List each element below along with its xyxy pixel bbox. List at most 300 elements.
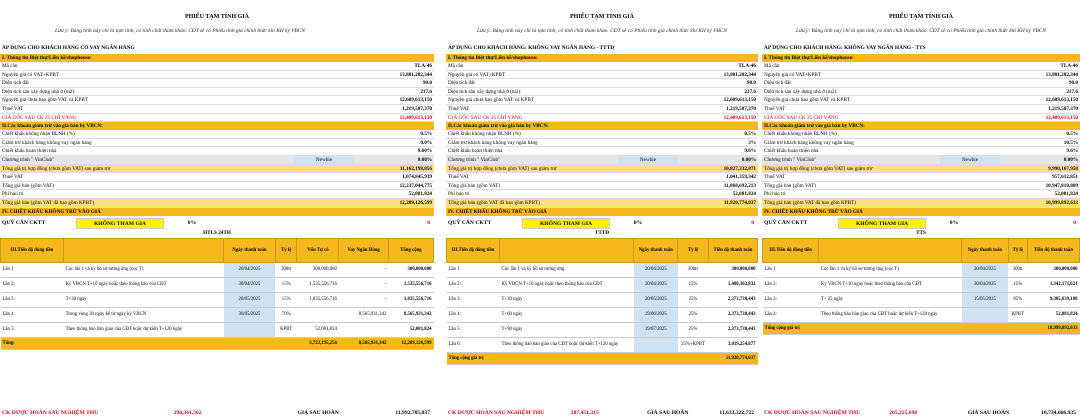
discount-row [762, 139, 1080, 148]
info-value: 13,881,282,344 [1045, 71, 1078, 78]
schedule-row [1, 322, 434, 337]
sheet-bank-loan [0, 0, 434, 420]
discount-label: Chiết khấu không nhận BLNH (%) [2, 131, 75, 138]
discount-label: Chiết khấu hoàn thiện nhà [764, 148, 819, 155]
schedule-cell: Lần 3: [447, 292, 500, 307]
schedule-cell: 2,373,738,443 [708, 307, 757, 322]
schedule-cell: Ký VBCN T+10 ngày hoặc theo thông báo của CĐT [64, 277, 224, 292]
info-label: Diện tích đất [2, 80, 29, 87]
info-value: 90.0 [746, 80, 756, 87]
info-row [762, 105, 1080, 114]
info-row [0, 96, 434, 105]
schedule-total-cell [64, 337, 224, 349]
info-label: Diện tích sàn xây dựng nhà ở (m2): [764, 88, 838, 95]
total-value: 10,827,332,871 [723, 165, 756, 172]
schedule-subtitle: TTTĐ [594, 229, 610, 236]
total-value: 10,947,810,809 [1045, 182, 1078, 189]
discount-row [446, 156, 758, 165]
info-label: Diện tích sàn xây dựng nhà ở (m2): [448, 88, 522, 95]
refund-footer [762, 410, 1080, 416]
info-value: TLA-46 [414, 63, 432, 69]
schedule-cell: 1,835,556,716 [297, 292, 339, 307]
schedule-row [1, 277, 434, 292]
schedule-cell: Lần 4: [1, 307, 64, 322]
ck-cell: QUỸ CĂN CKTT [764, 219, 808, 226]
total-value: 1,074,845,939 [402, 174, 432, 181]
schedule-cell: 300,000,000 [1027, 262, 1079, 277]
schedule-cell: 25%+KPBT [678, 337, 709, 352]
info-label: Nguyên giá chưa bao gồm VAT và KPBT [2, 97, 88, 104]
footer-cell: 296,341,562 [173, 410, 202, 416]
schedule-header: Tỷ lệ [275, 238, 297, 262]
sheet-title: PHIẾU TẠM TÍNH GIÁ [889, 14, 953, 20]
ck-cell: QUỸ CĂN CKTT [448, 219, 492, 226]
total-value: 957,612,851 [1052, 174, 1078, 181]
section-1-heading: I. Thông tin Biệt thự/Liền kề/shophouse: [446, 54, 758, 62]
info-label: Thuế VAT [2, 105, 24, 112]
schedule-cell: T+ 25 ngày [819, 292, 962, 307]
schedule-cell: 20/05/2025 [634, 292, 678, 307]
info-row [0, 79, 434, 88]
info-row [446, 114, 758, 123]
info-row [762, 62, 1080, 71]
schedule-total-cell: Tổng cộng giá trị [763, 322, 819, 334]
vinclub-tier: Newbie [618, 156, 678, 164]
schedule-cell: Lần 4: [763, 307, 819, 322]
schedule-header: Tiền độ thanh toán [1027, 238, 1079, 262]
info-label: Mã căn [2, 63, 18, 69]
schedule-header [64, 238, 224, 262]
schedule-cell: 15% [275, 292, 297, 307]
schedule-total-cell: Tổng cộng giá trị [447, 352, 500, 364]
schedule-cell: 30/04/2025 [962, 277, 1008, 292]
schedule-total-cell: 3,723,195,256 [297, 337, 339, 349]
info-value: 217.6 [420, 88, 432, 95]
section-2-heading: II.Các khoản giảm trừ vào giá bán by VBCN: [762, 122, 1080, 130]
schedule-cell [634, 337, 678, 352]
info-label: Thuế VAT [448, 105, 470, 112]
total-row [446, 190, 758, 199]
schedule-cell: Ký VBCN T+10 ngày hoặc theo thông báo của CĐT [500, 277, 634, 292]
schedule-cell: 19/07/2025 [634, 322, 678, 337]
info-label: Nguyên giá có VAT+KPBT [764, 71, 822, 78]
schedule-cell: 52,081,824 [1027, 307, 1079, 322]
total-value: 11,920,774,037 [723, 199, 756, 206]
schedule-cell: 15% [678, 277, 709, 292]
discount-row [762, 130, 1080, 139]
info-row [446, 71, 758, 80]
footer-cell: 11,992,785,037 [395, 410, 431, 416]
schedule-cell: - [339, 262, 389, 277]
total-row [0, 182, 434, 191]
total-value: 1,041,359,342 [726, 174, 756, 181]
info-row [446, 62, 758, 71]
discount-row [0, 139, 434, 148]
schedule-cell: 20/04/2025 [962, 262, 1008, 277]
schedule-cell: 300,000,000 [297, 262, 339, 277]
info-row [762, 88, 1080, 97]
info-value: 12,409,613,150 [723, 114, 756, 121]
schedule-row [1, 307, 434, 322]
total-label: Thuế VAT [2, 174, 24, 181]
discount-label: Chương trình " VinClub" [764, 156, 817, 163]
info-value: TLA-46 [738, 63, 756, 69]
schedule-cell: 25% [678, 322, 709, 337]
info-row [446, 88, 758, 97]
schedule-row [1, 292, 434, 307]
schedule-total-cell [500, 352, 634, 364]
ck-cell: QUỸ CĂN CKTT [2, 219, 46, 226]
total-row [446, 165, 758, 174]
schedule-total-cell [275, 337, 297, 349]
schedule-total-cell [962, 322, 1008, 334]
total-label: Tổng giá trị hợp đồng (chưa gồm VAT) sau giảm trừ [764, 165, 873, 172]
total-row [762, 165, 1080, 174]
schedule-cell: 15% [275, 277, 297, 292]
discount-label: Giảm trừ khách hàng không vay ngân hàng [2, 139, 92, 146]
total-label: Thuế VAT [764, 174, 786, 181]
total-label: Thuế VAT [448, 174, 470, 181]
discount-row [0, 147, 434, 156]
info-label: Nguyên giá chưa bao gồm VAT và KPBT [448, 97, 534, 104]
schedule-total-row [763, 322, 1080, 334]
discount-value: 9.60% [417, 148, 432, 155]
total-label: Tổng giá bán (gồm VAT) [2, 182, 54, 189]
ck-row [0, 218, 434, 229]
total-row [762, 173, 1080, 182]
schedule-subtitle: TTS [916, 229, 926, 236]
info-label: Nguyên giá có VAT+KPBT [2, 71, 60, 78]
discount-value: 0.5% [1066, 131, 1078, 138]
schedule-cell: 19/06/2025 [634, 307, 678, 322]
schedule-total-cell [678, 352, 709, 364]
schedule-cell: KPBT [275, 322, 297, 337]
footer-cell: GIÁ SAU HOÀN [967, 410, 1010, 416]
info-value: 13,881,282,344 [723, 71, 756, 78]
schedule-row [763, 262, 1080, 277]
total-row [446, 199, 758, 208]
schedule-cell: Trong vòng 30 ngày kể từ ngày ký VBCN [64, 307, 224, 322]
schedule-cell: 20/04/2025 [224, 262, 276, 277]
info-row [762, 114, 1080, 123]
discount-label: Chiết khấu hoàn thiện nhà [448, 148, 503, 155]
schedule-header: Vốn Tự có [297, 238, 339, 262]
schedule-row [763, 277, 1080, 292]
discount-row [762, 156, 1080, 165]
schedule-cell: 300tr [1008, 262, 1027, 277]
discount-row [446, 139, 758, 148]
payment-schedule-table [762, 238, 1080, 335]
discount-label: Giảm trừ khách hàng không vay ngân hàng [448, 139, 538, 146]
schedule-cell [339, 322, 389, 337]
info-value: 90.0 [1068, 80, 1078, 87]
schedule-cell: - [339, 277, 389, 292]
discount-label: Chiết khấu hoàn thiện nhà [2, 148, 57, 155]
schedule-cell: 8,565,931,342 [339, 307, 389, 322]
schedule-cell: 15/05/2025 [962, 292, 1008, 307]
schedule-cell: 52,081,824 [388, 322, 433, 337]
schedule-cell: 9,305,639,188 [1027, 292, 1079, 307]
total-label: Tổng giá trị hợp đồng (chưa gồm VAT) sau giảm trừ [448, 165, 557, 172]
schedule-cell: Lần 2: [447, 277, 500, 292]
discount-value: 9.6% [744, 148, 756, 155]
schedule-total-cell [224, 337, 276, 349]
total-label: Phí bảo trì [448, 191, 470, 198]
schedule-cell: Lần 5: [447, 322, 500, 337]
schedule-cell: 20/04/2025 [634, 262, 678, 277]
discount-row [762, 147, 1080, 156]
schedule-cell: 30/05/2025 [224, 307, 276, 322]
discount-label: Chiết khấu không nhận BLNH (%) [448, 131, 521, 138]
schedule-total-cell: Tổng: [1, 337, 64, 349]
info-row [0, 105, 434, 114]
info-value: 12,409,613,150 [399, 114, 432, 121]
schedule-row [763, 307, 1080, 322]
info-value: 217.6 [1066, 88, 1078, 95]
total-row [446, 173, 758, 182]
schedule-cell: Lần 1 [1, 262, 64, 277]
schedule-header [500, 238, 634, 262]
schedule-cell: 25% [678, 307, 709, 322]
schedule-cell: T+90 ngày [500, 322, 634, 337]
discount-value: 0.00% [741, 156, 756, 163]
schedule-cell: 30/04/2025 [224, 277, 276, 292]
apply-heading: ÁP DỤNG CHO KHÁCH HÀNG: KHÔNG VAY NGÂN HÀNG - TTTĐ [448, 45, 615, 51]
total-value: 52,081,824 [1054, 191, 1078, 198]
footer-cell: GIÁ SAU HOÀN [647, 410, 689, 416]
info-row [0, 71, 434, 80]
schedule-total-cell [634, 352, 678, 364]
schedule-cell: Lần 2: [763, 277, 819, 292]
total-value: 12,289,126,599 [399, 199, 432, 206]
footer-cell: GIÁ SAU HOÀN [297, 410, 339, 416]
info-value: 1,219,587,370 [1048, 105, 1078, 112]
schedule-cell: Theo thông báo bàn giao của CĐT hoặc dự kiến T+120 ngày [500, 337, 634, 352]
schedule-cell: 1,342,171,621 [1027, 277, 1079, 292]
schedule-row [447, 307, 758, 322]
sheet-title: PHIẾU TẠM TÍNH GIÁ [570, 14, 634, 20]
schedule-cell: 3,019,254,877 [708, 337, 757, 352]
total-label: Tổng giá bán (gồm VAT đã bao gồm KPBT) [448, 199, 540, 206]
refund-footer [446, 410, 758, 416]
schedule-cell: Cọc lần 1 và ký hồ sơ tương ứng (cọc T) [819, 262, 962, 277]
schedule-cell: Lần 3: [763, 292, 819, 307]
schedule-row [763, 292, 1080, 307]
section-1-heading: I. Thông tin Biệt thự/Liền kề/shophouse: [762, 54, 1080, 62]
schedule-total-cell: 11,920,774,037 [708, 352, 757, 364]
info-row [0, 114, 434, 123]
ck-cell: 0 [427, 219, 430, 226]
schedule-row [447, 292, 758, 307]
schedule-cell: 52,081,824 [297, 322, 339, 337]
discount-value: 3% [748, 139, 756, 146]
ck-cell: 0 [751, 219, 754, 226]
sheet-no-loan-tts [762, 0, 1080, 420]
section-1-heading: I. Thông tin Biệt thự/Liền kề/shophouse: [0, 54, 434, 62]
schedule-cell: - [339, 292, 389, 307]
total-value: 52,081,824 [732, 191, 756, 198]
total-row [0, 165, 434, 174]
schedule-cell: 25% [678, 292, 709, 307]
info-label: Nguyên giá chưa bao gồm VAT và KPBT [764, 97, 850, 104]
sheet-no-loan-ttt [446, 0, 758, 420]
info-label: Diện tích sàn xây dựng nhà ở (m2): [2, 88, 76, 95]
schedule-cell: Lần 1 [763, 262, 819, 277]
schedule-header: Tổng cộng [388, 238, 433, 262]
schedule-cell: Lần 6: [447, 337, 500, 352]
discount-value: 0.5% [420, 131, 432, 138]
schedule-cell: T+30 ngày [500, 292, 634, 307]
total-row [0, 190, 434, 199]
info-label: GIÁ GỐC SAU CK 25 CHỈ VÀNG [448, 114, 523, 121]
schedule-cell: 300tr [275, 262, 297, 277]
info-label: Mã căn [448, 63, 464, 69]
discount-row [446, 147, 758, 156]
section-2-heading: II.Các khoản giảm trừ vào giá bán by VBCN: [0, 122, 434, 130]
info-label: GIÁ GỐC SAU CK 25 CHỈ VÀNG [2, 114, 77, 121]
schedule-cell: Lần 3: [1, 292, 64, 307]
schedule-cell: 2,373,738,443 [708, 292, 757, 307]
section-4-heading: IV. CHIẾT KHẤU KHÔNG TRỪ VÀO GIÁ [762, 208, 1080, 216]
footer-cell: 10,734,666,935 [1041, 410, 1077, 416]
apply-heading: ÁP DỤNG CHO KHÁCH HÀNG: KHÔNG VAY NGÂN HÀNG - TTS [764, 45, 926, 51]
schedule-header: Vay Ngân Hàng [339, 238, 389, 262]
schedule-total-cell: 8,565,931,342 [339, 337, 389, 349]
total-value: 52,081,824 [408, 191, 432, 198]
schedule-cell: 1,535,556,716 [297, 277, 339, 292]
schedule-total-row [447, 352, 758, 364]
schedule-total-row [1, 337, 434, 349]
schedule-row [447, 322, 758, 337]
schedule-cell: 2,373,738,443 [708, 322, 757, 337]
schedule-total-cell: 12,289,126,599 [388, 337, 433, 349]
schedule-total-cell [1008, 322, 1027, 334]
payment-schedule-table [0, 238, 434, 350]
info-label: GIÁ GỐC SAU CK 25 CHỈ VÀNG [764, 114, 839, 121]
info-row [762, 71, 1080, 80]
schedule-total-cell [819, 322, 962, 334]
info-value: 12,609,613,150 [399, 97, 432, 104]
total-label: Tổng giá bán (gồm VAT) [448, 182, 500, 189]
info-row [0, 62, 434, 71]
total-row [762, 199, 1080, 208]
schedule-header: Ngày thanh toán [962, 238, 1008, 262]
info-value: 90.0 [422, 80, 432, 87]
schedule-cell: 1,835,556,716 [388, 292, 433, 307]
total-label: Phí bảo trì [2, 191, 24, 198]
schedule-cell [962, 307, 1008, 322]
discount-label: Chiết khấu không nhận BLNH (%) [764, 131, 837, 138]
ck-cell: KHÔNG THAM GIA [522, 218, 610, 229]
info-value: 12,609,613,150 [723, 97, 756, 104]
schedule-cell: Lần 4: [447, 307, 500, 322]
discount-value: 0.00% [1063, 156, 1078, 163]
info-value: 1,219,587,370 [402, 105, 432, 112]
ck-cell: 0 [1073, 219, 1076, 226]
schedule-cell [297, 307, 339, 322]
info-label: Thuế VAT [764, 105, 786, 112]
total-value: 11,162,198,856 [399, 165, 432, 172]
info-value: TLA-46 [1060, 63, 1078, 69]
ck-cell: KHÔNG THAM GIA [76, 218, 164, 229]
ck-cell: 0% [187, 219, 197, 226]
total-label: Tổng giá bán (gồm VAT) [764, 182, 816, 189]
ck-cell: 0% [949, 219, 959, 226]
section-2-heading: II.Các khoản giảm trừ vào giá bán by VBCN: [446, 122, 758, 130]
schedule-cell: 1,535,556,716 [388, 277, 433, 292]
vinclub-tier: Newbie [940, 156, 1000, 164]
schedule-cell: Lần 2: [1, 277, 64, 292]
total-label: Tổng giá trị hợp đồng (chưa gồm VAT) sau giảm trừ [2, 165, 111, 172]
discount-value: 0.0% [420, 139, 432, 146]
schedule-header [819, 238, 962, 262]
schedule-cell: Cọc lần 1 và ký hồ sơ tương ứng [500, 262, 634, 277]
schedule-cell: Theo thông báo bàn giao của CĐT hoặc dự kiến T+120 ngày [64, 322, 224, 337]
info-value: 1,219,587,370 [726, 105, 756, 112]
info-row [446, 105, 758, 114]
schedule-cell: 300tr [678, 262, 709, 277]
schedule-row [1, 262, 434, 277]
ck-row [762, 218, 1080, 229]
schedule-row [447, 277, 758, 292]
schedule-header: Tỷ lệ [678, 238, 709, 262]
discount-label: Chương trình " VinClub" [2, 156, 55, 163]
info-row [762, 79, 1080, 88]
schedule-cell: 300,000,000 [388, 262, 433, 277]
ck-cell: 0% [633, 219, 643, 226]
schedule-cell: KPBT [1008, 307, 1027, 322]
schedule-cell: Lần 5: [1, 322, 64, 337]
vinclub-tier: Newbie [294, 156, 354, 164]
ck-cell: KHÔNG THAM GIA [838, 218, 926, 229]
info-label: Nguyên giá có VAT+KPBT [448, 71, 506, 78]
total-row [0, 173, 434, 182]
schedule-cell: 85% [1008, 292, 1027, 307]
info-row [446, 96, 758, 105]
schedule-cell: 1,480,302,832 [708, 277, 757, 292]
info-value: 13,881,282,344 [399, 71, 432, 78]
schedule-cell: 20/05/2025 [224, 292, 276, 307]
discount-row [446, 130, 758, 139]
sheet-title: PHIẾU TẠM TÍNH GIÁ [185, 14, 249, 20]
discount-value: 10.5% [1063, 139, 1078, 146]
schedule-subtitle: HTLS 24TH [203, 229, 231, 236]
schedule-cell: Ký VBCN T+10 ngày hoặc theo thông báo của CĐT [819, 277, 962, 292]
discount-row [0, 156, 434, 165]
discount-value: 9.6% [1066, 148, 1078, 155]
schedule-row [447, 262, 758, 277]
info-value: 217.6 [744, 88, 756, 95]
section-4-heading: IV. CHIẾT KHẤU KHÔNG TRỪ VÀO GIÁ [0, 208, 434, 216]
schedule-header: Tỷ lệ [1008, 238, 1027, 262]
total-row [0, 199, 434, 208]
schedule-cell: T+30 ngày [64, 292, 224, 307]
schedule-cell: 300,000,000 [708, 262, 757, 277]
schedule-cell: T+60 ngày [500, 307, 634, 322]
schedule-header: III.Tiến độ đóng tiền [447, 238, 500, 262]
schedule-header: Ngày thanh toán [224, 238, 276, 262]
info-label: Mã căn [764, 63, 780, 69]
schedule-total-cell: 10,999,892,633 [1027, 322, 1079, 334]
schedule-header: III.Tiến độ đóng tiền [1, 238, 64, 262]
schedule-cell: Theo thông báo bàn giao của CĐT hoặc dự kiến T+120 ngày [819, 307, 962, 322]
total-label: Phí bảo trì [764, 191, 786, 198]
discount-label: Giảm trừ khách hàng không vay ngân hàng [764, 139, 854, 146]
schedule-cell: Lần 1 [447, 262, 500, 277]
schedule-cell: 30/04/2025 [634, 277, 678, 292]
info-label: Diện tích đất [448, 80, 475, 87]
total-value: 9,990,167,958 [1048, 165, 1078, 172]
